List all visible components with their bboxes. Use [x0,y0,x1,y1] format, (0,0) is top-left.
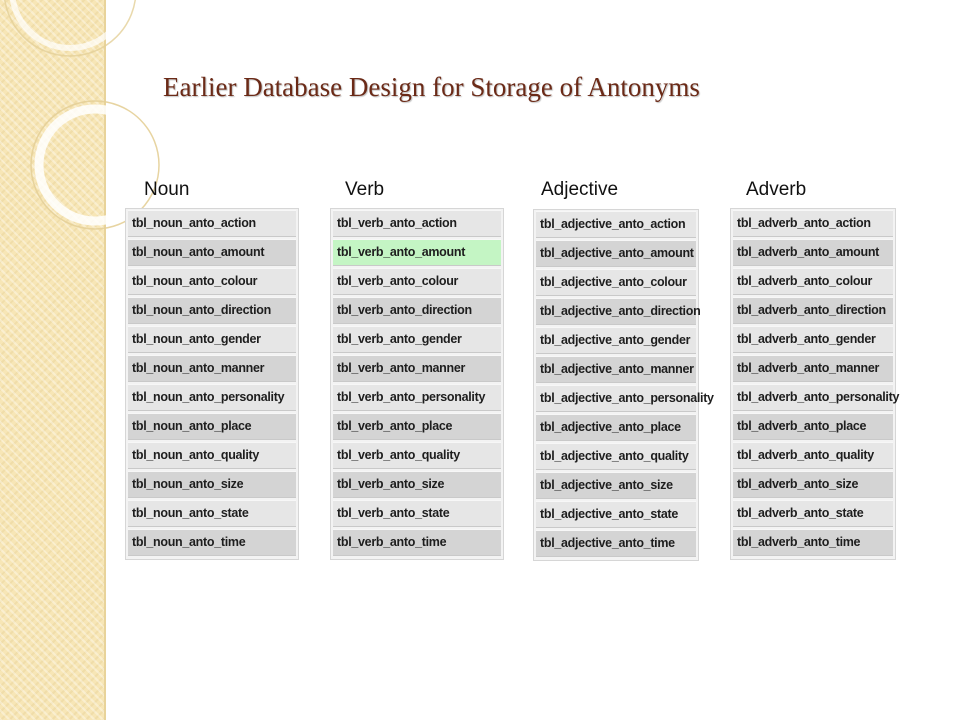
table-row[interactable]: tbl_adverb_anto_gender [733,326,893,353]
table-row[interactable]: tbl_noun_anto_gender [128,326,296,353]
table-row[interactable]: tbl_verb_anto_time [333,529,501,556]
table-row[interactable]: tbl_adverb_anto_colour [733,268,893,295]
table-row[interactable]: tbl_verb_anto_gender [333,326,501,353]
table-row[interactable]: tbl_adjective_anto_quality [536,443,696,470]
table-row[interactable]: tbl_adjective_anto_colour [536,269,696,296]
table-row[interactable]: tbl_noun_anto_colour [128,268,296,295]
table-row[interactable]: tbl_noun_anto_personality [128,384,296,411]
table-row[interactable]: tbl_verb_anto_action [333,210,501,237]
table-row[interactable]: tbl_adjective_anto_direction [536,298,696,325]
table-row[interactable]: tbl_verb_anto_quality [333,442,501,469]
table-row[interactable]: tbl_adverb_anto_size [733,471,893,498]
table-row[interactable]: tbl_noun_anto_direction [128,297,296,324]
table-row[interactable]: tbl_adverb_anto_manner [733,355,893,382]
decorative-side-band [0,0,106,720]
table-row[interactable]: tbl_adjective_anto_manner [536,356,696,383]
heading-verb: Verb [345,179,385,200]
table-row[interactable]: tbl_verb_anto_personality [333,384,501,411]
table-row[interactable]: tbl_adverb_anto_direction [733,297,893,324]
table-row[interactable]: tbl_noun_anto_amount [128,239,296,266]
table-row[interactable]: tbl_adjective_anto_state [536,501,696,528]
table-row[interactable]: tbl_noun_anto_action [128,210,296,237]
table-row[interactable]: tbl_noun_anto_quality [128,442,296,469]
table-row[interactable]: tbl_adverb_anto_action [733,210,893,237]
adverb-table-list [730,208,900,560]
decorative-circles [0,0,104,720]
table-row[interactable]: tbl_noun_anto_place [128,413,296,440]
heading-adverb: Adverb [746,179,807,200]
table-row[interactable]: tbl_verb_anto_state [333,500,501,527]
table-row[interactable]: tbl_adjective_anto_amount [536,240,696,267]
table-row[interactable]: tbl_adverb_anto_amount [733,239,893,266]
table-row[interactable]: tbl_adverb_anto_time [733,529,893,556]
table-row[interactable]: tbl_adjective_anto_personality [536,385,696,412]
table-row[interactable]: tbl_adverb_anto_personality [733,384,893,411]
table-row[interactable]: tbl_adverb_anto_state [733,500,893,527]
table-row[interactable]: tbl_noun_anto_state [128,500,296,527]
heading-noun: Noun [144,179,190,200]
table-row[interactable]: tbl_adjective_anto_size [536,472,696,499]
table-row[interactable]: tbl_verb_anto_direction [333,297,501,324]
table-row[interactable]: tbl_noun_anto_time [128,529,296,556]
table-row[interactable]: tbl_noun_anto_size [128,471,296,498]
heading-adjective: Adjective [541,179,619,200]
table-row[interactable]: tbl_adjective_anto_action [536,211,696,238]
table-row[interactable]: tbl_verb_anto_size [333,471,501,498]
table-row[interactable]: tbl_adjective_anto_gender [536,327,696,354]
verb-table-list [330,208,504,560]
noun-table-list [125,208,299,560]
table-row[interactable]: tbl_adverb_anto_quality [733,442,893,469]
table-row[interactable]: tbl_noun_anto_manner [128,355,296,382]
table-row[interactable]: tbl_verb_anto_manner [333,355,501,382]
adjective-table-list [533,209,714,561]
table-row[interactable]: tbl_verb_anto_amount [333,239,501,266]
table-row[interactable]: tbl_adjective_anto_time [536,530,696,557]
table-row[interactable]: tbl_adjective_anto_place [536,414,696,441]
slide-title: Earlier Database Design for Storage of Antonyms [163,72,700,102]
table-row[interactable]: tbl_verb_anto_place [333,413,501,440]
table-row[interactable]: tbl_verb_anto_colour [333,268,501,295]
table-row[interactable]: tbl_adverb_anto_place [733,413,893,440]
